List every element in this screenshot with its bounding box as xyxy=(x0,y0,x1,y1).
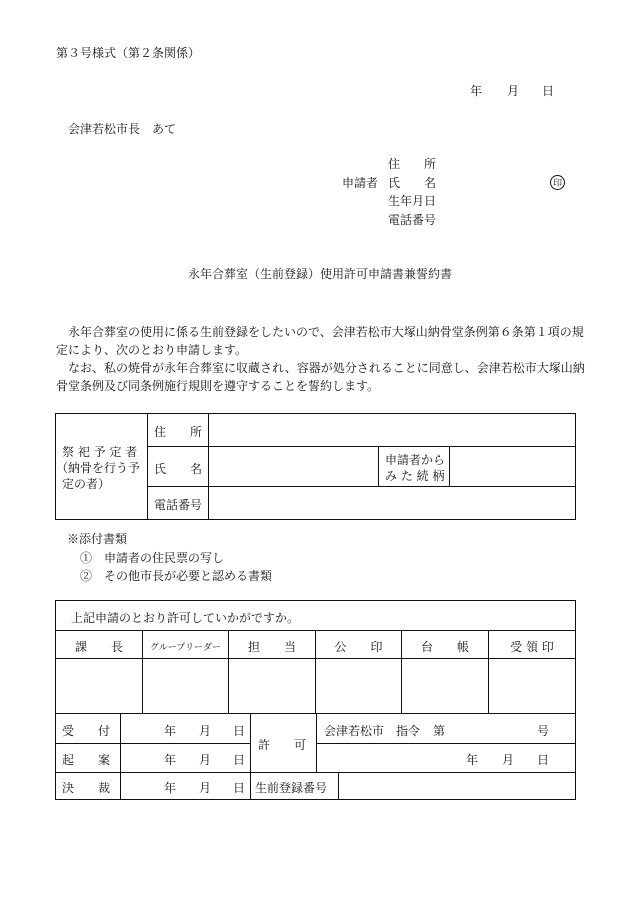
drafted-day: 日 xyxy=(233,753,246,767)
person-address-field[interactable] xyxy=(210,415,574,445)
applicant-name-label: 氏 名 xyxy=(388,176,437,190)
directive-go: 号 xyxy=(537,724,550,738)
applicant-phone-label: 電話番号 xyxy=(388,213,437,227)
seal-box-staff[interactable] xyxy=(229,659,315,713)
decided-year: 年 xyxy=(164,781,177,795)
applicant-label: 申請者 xyxy=(342,176,379,190)
document-title: 永年合葬室（生前登録）使用許可申請書兼誓約書 xyxy=(188,267,453,281)
registration-number-label: 生前登録番号 xyxy=(255,781,328,795)
received-year: 年 xyxy=(164,724,177,738)
relation-label-line2: み た 続 柄 xyxy=(385,469,445,483)
drafted-label: 起 案 xyxy=(62,753,111,767)
date-month: 月 xyxy=(507,84,520,98)
applicant-address-label: 住 所 xyxy=(388,157,437,171)
header-ledger: 台 帳 xyxy=(420,640,469,654)
approval-prompt: 上記申請のとおり許可していかがですか。 xyxy=(71,611,300,625)
directive-dai: 第 xyxy=(433,724,446,738)
person-name-field[interactable] xyxy=(210,448,377,485)
permit-day: 日 xyxy=(537,753,550,767)
header-receipt-seal: 受 領 印 xyxy=(510,640,554,654)
permit-month: 月 xyxy=(502,753,515,767)
directive-city: 会津若松市 指令 xyxy=(324,724,421,738)
person-phone-field[interactable] xyxy=(210,488,574,518)
seal-box-group-leader[interactable] xyxy=(143,659,228,713)
header-official-seal: 公 印 xyxy=(334,640,383,654)
person-phone-label: 電話番号 xyxy=(154,498,203,512)
body-para1-line2: 定により、次のとおり申請します。 xyxy=(56,343,248,357)
attachment-item-2: ② その他市長が必要と認める書類 xyxy=(80,569,273,583)
seal-box-official-seal[interactable] xyxy=(316,659,401,713)
drafted-year: 年 xyxy=(164,753,177,767)
received-day: 日 xyxy=(233,724,246,738)
drafted-month: 月 xyxy=(199,753,212,767)
header-section-chief: 課 長 xyxy=(74,640,123,654)
body-para2-line2: 骨堂条例及び同条例施行規則を遵守することを誓約します。 xyxy=(56,379,380,393)
seal-icon: 印 xyxy=(550,175,565,190)
date-day: 日 xyxy=(542,84,555,98)
seal-box-section-chief[interactable] xyxy=(56,659,142,713)
seal-box-ledger[interactable] xyxy=(402,659,488,713)
person-name-label: 氏 名 xyxy=(154,462,203,476)
decided-day: 日 xyxy=(233,781,246,795)
body-para1-line1: 永年合葬室の使用に係る生前登録をしたいので、会津若松市大塚山納骨堂条例第６条第１項の規 xyxy=(68,325,584,339)
received-label: 受 付 xyxy=(62,724,111,738)
relation-label-line1: 申請者から xyxy=(385,453,446,467)
body-para2-line1: なお、私の焼骨が永年合葬室に収蔵され、容器が処分されることに同意し、会津若松市大塚山納 xyxy=(68,361,585,375)
permit-label: 許 可 xyxy=(258,738,307,752)
header-staff: 担 当 xyxy=(247,640,296,654)
person-header-line2: （納骨を行う予 xyxy=(56,461,141,475)
attachments-heading: ※添付書類 xyxy=(67,532,128,546)
attachment-item-1: ① 申請者の住民票の写し xyxy=(80,551,225,565)
seal-box-receipt[interactable] xyxy=(489,659,575,713)
decided-label: 決 裁 xyxy=(62,781,111,795)
permit-year: 年 xyxy=(466,753,479,767)
date-year: 年 xyxy=(470,84,483,98)
person-header-line3: 定の者） xyxy=(62,477,111,491)
applicant-birthdate-label: 生年月日 xyxy=(388,194,437,208)
decided-month: 月 xyxy=(199,781,212,795)
person-address-label: 住 所 xyxy=(154,425,203,439)
form-number: 第３号様式（第２条関係） xyxy=(56,46,201,60)
person-header-line1: 祭 祀 予 定 者 xyxy=(62,445,138,459)
registration-number-field[interactable] xyxy=(340,774,574,798)
received-month: 月 xyxy=(199,724,212,738)
relation-field[interactable] xyxy=(451,448,574,485)
recipient: 会津若松市長 あて xyxy=(68,122,177,136)
header-group-leader: グループリーダー xyxy=(150,643,221,653)
